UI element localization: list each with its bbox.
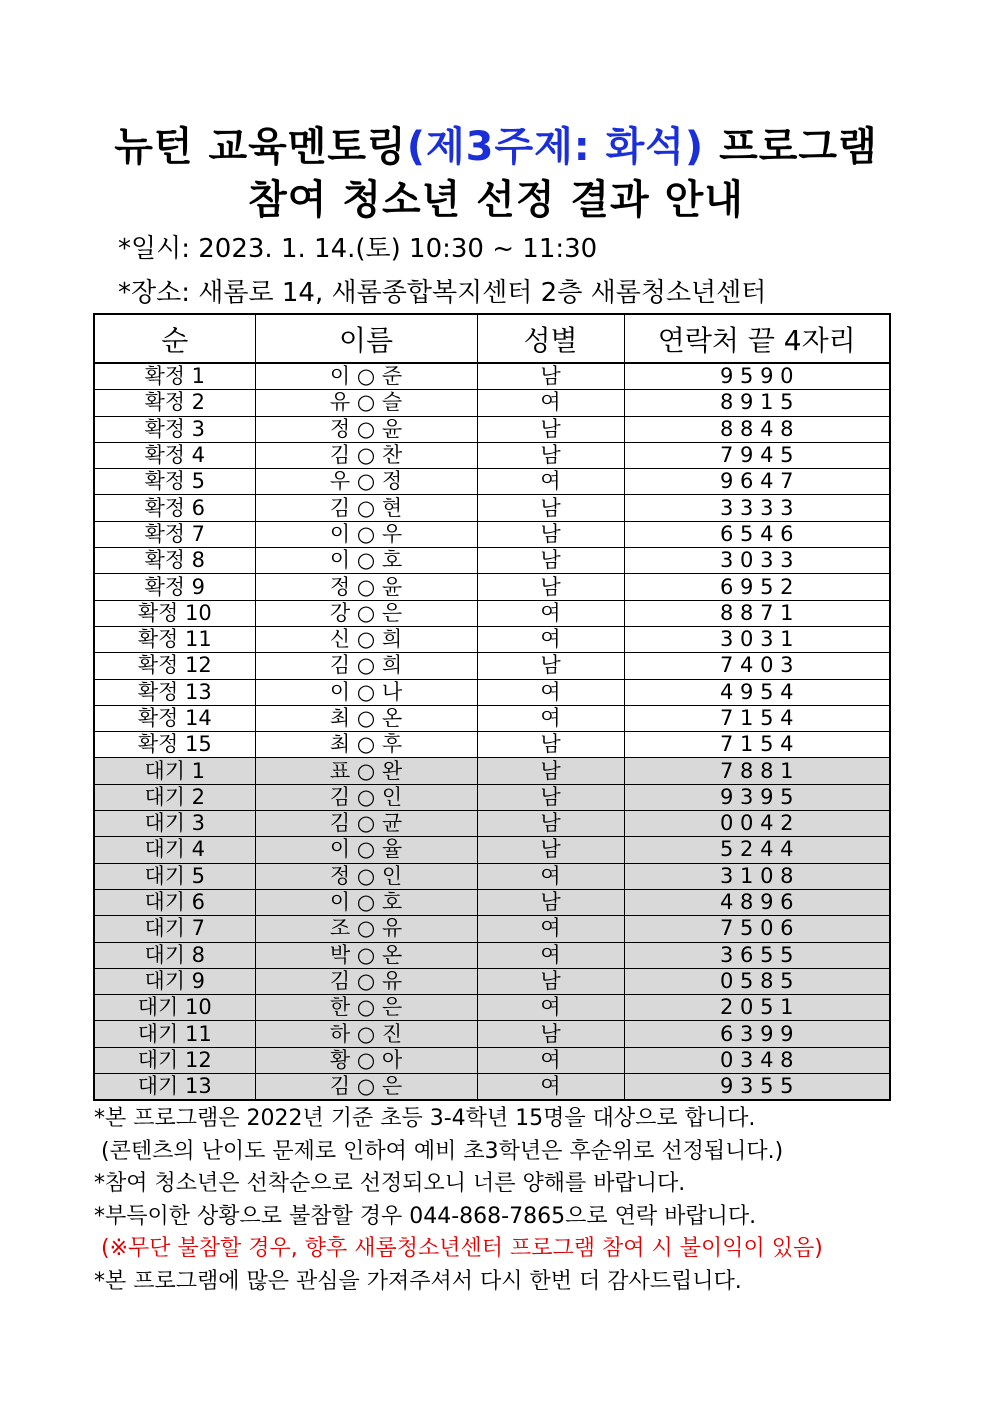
cell-gender: 여	[477, 705, 624, 731]
cell-phone: 6 3 9 9	[624, 1021, 890, 1047]
cell-order: 확정 7	[94, 521, 255, 547]
cell-order: 확정 4	[94, 442, 255, 468]
table-row	[94, 1074, 890, 1101]
cell-name: 이 ○ 준	[255, 363, 477, 390]
table-row	[94, 600, 890, 626]
cell-gender: 여	[477, 600, 624, 626]
cell-gender: 남	[477, 521, 624, 547]
table-row	[94, 521, 890, 547]
title-topic-highlight: (제3주제: 화석)	[406, 124, 705, 170]
cell-gender: 남	[477, 968, 624, 994]
cell-name: 하 ○ 진	[255, 1021, 477, 1047]
table-row	[94, 390, 890, 416]
cell-gender: 여	[477, 469, 624, 495]
cell-gender: 남	[477, 889, 624, 915]
cell-order: 대기 10	[94, 995, 255, 1021]
cell-phone: 4 8 9 6	[624, 889, 890, 915]
cell-phone: 7 8 8 1	[624, 758, 890, 784]
cell-phone: 7 4 0 3	[624, 653, 890, 679]
table-row	[94, 837, 890, 863]
cell-gender: 남	[477, 732, 624, 758]
cell-name: 우 ○ 정	[255, 469, 477, 495]
table-row	[94, 495, 890, 521]
table-row	[94, 442, 890, 468]
cell-order: 대기 6	[94, 889, 255, 915]
cell-gender: 여	[477, 916, 624, 942]
cell-order: 확정 1	[94, 363, 255, 390]
cell-name: 이 ○ 우	[255, 521, 477, 547]
table-row	[94, 626, 890, 652]
cell-name: 최 ○ 온	[255, 705, 477, 731]
cell-phone: 7 1 5 4	[624, 732, 890, 758]
cell-order: 확정 9	[94, 574, 255, 600]
cell-name: 정 ○ 윤	[255, 416, 477, 442]
cell-name: 표 ○ 완	[255, 758, 477, 784]
cell-gender: 남	[477, 574, 624, 600]
cell-order: 확정 5	[94, 469, 255, 495]
cell-name: 김 ○ 찬	[255, 442, 477, 468]
cell-order: 확정 2	[94, 390, 255, 416]
table-row	[94, 574, 890, 600]
cell-phone: 0 3 4 8	[624, 1047, 890, 1073]
cell-phone: 9 3 9 5	[624, 784, 890, 810]
table-row	[94, 889, 890, 915]
table-row	[94, 995, 890, 1021]
cell-name: 김 ○ 희	[255, 653, 477, 679]
event-date: *일시: 2023. 1. 14.(토) 10:30 ~ 11:30	[118, 234, 598, 264]
cell-name: 정 ○ 윤	[255, 574, 477, 600]
title-suffix: 프로그램	[704, 124, 878, 170]
participant-table	[93, 313, 891, 1101]
cell-phone: 3 6 5 5	[624, 942, 890, 968]
header-phone: 연락처 끝 4자리	[624, 314, 890, 363]
cell-gender: 여	[477, 626, 624, 652]
cell-order: 확정 12	[94, 653, 255, 679]
cell-gender: 남	[477, 653, 624, 679]
cell-phone: 3 0 3 3	[624, 548, 890, 574]
cell-phone: 2 0 5 1	[624, 995, 890, 1021]
table-row	[94, 942, 890, 968]
cell-name: 김 ○ 균	[255, 811, 477, 837]
header-name: 이름	[255, 314, 477, 363]
cell-name: 박 ○ 온	[255, 942, 477, 968]
table-row	[94, 416, 890, 442]
cell-gender: 남	[477, 416, 624, 442]
cell-gender: 여	[477, 1047, 624, 1073]
header-order: 순	[94, 314, 255, 363]
title-prefix: 뉴턴 교육멘토링	[114, 124, 407, 170]
cell-phone: 3 3 3 3	[624, 495, 890, 521]
table-row	[94, 653, 890, 679]
cell-gender: 여	[477, 942, 624, 968]
cell-name: 이 ○ 호	[255, 889, 477, 915]
cell-phone: 8 8 4 8	[624, 416, 890, 442]
cell-name: 김 ○ 은	[255, 1074, 477, 1101]
cell-phone: 4 9 5 4	[624, 679, 890, 705]
cell-phone: 6 9 5 2	[624, 574, 890, 600]
cell-phone: 9 3 5 5	[624, 1074, 890, 1101]
cell-order: 대기 1	[94, 758, 255, 784]
cell-phone: 3 1 0 8	[624, 863, 890, 889]
cell-gender: 남	[477, 442, 624, 468]
cell-order: 대기 9	[94, 968, 255, 994]
cell-order: 대기 13	[94, 1074, 255, 1101]
table-row	[94, 784, 890, 810]
cell-order: 확정 6	[94, 495, 255, 521]
cell-phone: 7 9 4 5	[624, 442, 890, 468]
cell-order: 대기 2	[94, 784, 255, 810]
cell-order: 대기 7	[94, 916, 255, 942]
cell-name: 유 ○ 슬	[255, 390, 477, 416]
cell-order: 확정 11	[94, 626, 255, 652]
cell-order: 대기 12	[94, 1047, 255, 1073]
cell-name: 황 ○ 아	[255, 1047, 477, 1073]
cell-order: 확정 15	[94, 732, 255, 758]
cell-gender: 남	[477, 837, 624, 863]
cell-order: 확정 3	[94, 416, 255, 442]
event-place: *장소: 새롬로 14, 새롬종합복지센터 2층 새롬청소년센터	[118, 278, 767, 308]
cell-name: 김 ○ 유	[255, 968, 477, 994]
cell-gender: 남	[477, 548, 624, 574]
page-title-line1	[0, 115, 992, 172]
cell-name: 김 ○ 현	[255, 495, 477, 521]
cell-name: 이 ○ 호	[255, 548, 477, 574]
notes-section	[94, 1103, 823, 1298]
cell-gender: 남	[477, 811, 624, 837]
cell-phone: 3 0 3 1	[624, 626, 890, 652]
cell-phone: 0 0 4 2	[624, 811, 890, 837]
note-first-come: *참여 청소년은 선착순으로 선정되오니 너른 양해를 바랍니다.	[94, 1171, 686, 1196]
table-body	[94, 363, 890, 1100]
cell-order: 대기 5	[94, 863, 255, 889]
cell-name: 이 ○ 나	[255, 679, 477, 705]
cell-phone: 8 9 1 5	[624, 390, 890, 416]
cell-order: 확정 10	[94, 600, 255, 626]
note-thanks: *본 프로그램에 많은 관심을 가져주셔서 다시 한번 더 감사드립니다.	[94, 1268, 742, 1294]
cell-phone: 8 8 7 1	[624, 600, 890, 626]
table-row	[94, 732, 890, 758]
cell-gender: 남	[477, 495, 624, 521]
cell-name: 조 ○ 유	[255, 916, 477, 942]
table-row	[94, 863, 890, 889]
note-priority: (콘텐츠의 난이도 문제로 인하여 예비 초3학년은 후순위로 선정됩니다.)	[94, 1138, 784, 1164]
table-header-row	[94, 314, 890, 363]
cell-gender: 여	[477, 863, 624, 889]
cell-order: 대기 4	[94, 837, 255, 863]
table-row	[94, 469, 890, 495]
cell-gender: 남	[477, 784, 624, 810]
table-row	[94, 548, 890, 574]
cell-order: 대기 11	[94, 1021, 255, 1047]
table-row	[94, 1047, 890, 1073]
cell-gender: 여	[477, 1074, 624, 1101]
table-row	[94, 811, 890, 837]
cell-gender: 남	[477, 363, 624, 390]
cell-order: 대기 8	[94, 942, 255, 968]
page-title-line2: 참여 청소년 선정 결과 안내	[248, 177, 744, 223]
cell-phone: 0 5 8 5	[624, 968, 890, 994]
cell-phone: 7 1 5 4	[624, 705, 890, 731]
cell-name: 최 ○ 후	[255, 732, 477, 758]
cell-order: 확정 13	[94, 679, 255, 705]
table-row	[94, 679, 890, 705]
note-warning: (※무단 불참할 경우, 향후 새롬청소년센터 프로그램 참여 시 불이익이 있음)	[94, 1236, 823, 1261]
cell-gender: 여	[477, 390, 624, 416]
cell-phone: 9 5 9 0	[624, 363, 890, 390]
cell-name: 강 ○ 은	[255, 600, 477, 626]
table-row	[94, 758, 890, 784]
cell-name: 이 ○ 율	[255, 837, 477, 863]
table-row	[94, 968, 890, 994]
cell-phone: 7 5 0 6	[624, 916, 890, 942]
note-contact: *부득이한 상황으로 불참할 경우 044-868-7865으로 연락 바랍니다.	[94, 1203, 757, 1229]
cell-order: 대기 3	[94, 811, 255, 837]
cell-gender: 남	[477, 1021, 624, 1047]
cell-gender: 여	[477, 995, 624, 1021]
note-target: *본 프로그램은 2022년 기준 초등 3-4학년 15명을 대상으로 합니다.	[94, 1106, 756, 1131]
cell-order: 확정 8	[94, 548, 255, 574]
cell-phone: 9 6 4 7	[624, 469, 890, 495]
cell-name: 신 ○ 희	[255, 626, 477, 652]
table-row	[94, 1021, 890, 1047]
cell-name: 김 ○ 인	[255, 784, 477, 810]
cell-name: 정 ○ 인	[255, 863, 477, 889]
table-row	[94, 363, 890, 390]
header-gender: 성별	[477, 314, 624, 363]
table-row	[94, 705, 890, 731]
cell-gender: 남	[477, 758, 624, 784]
cell-phone: 6 5 4 6	[624, 521, 890, 547]
cell-phone: 5 2 4 4	[624, 837, 890, 863]
cell-gender: 여	[477, 679, 624, 705]
table-row	[94, 916, 890, 942]
cell-name: 한 ○ 은	[255, 995, 477, 1021]
cell-order: 확정 14	[94, 705, 255, 731]
